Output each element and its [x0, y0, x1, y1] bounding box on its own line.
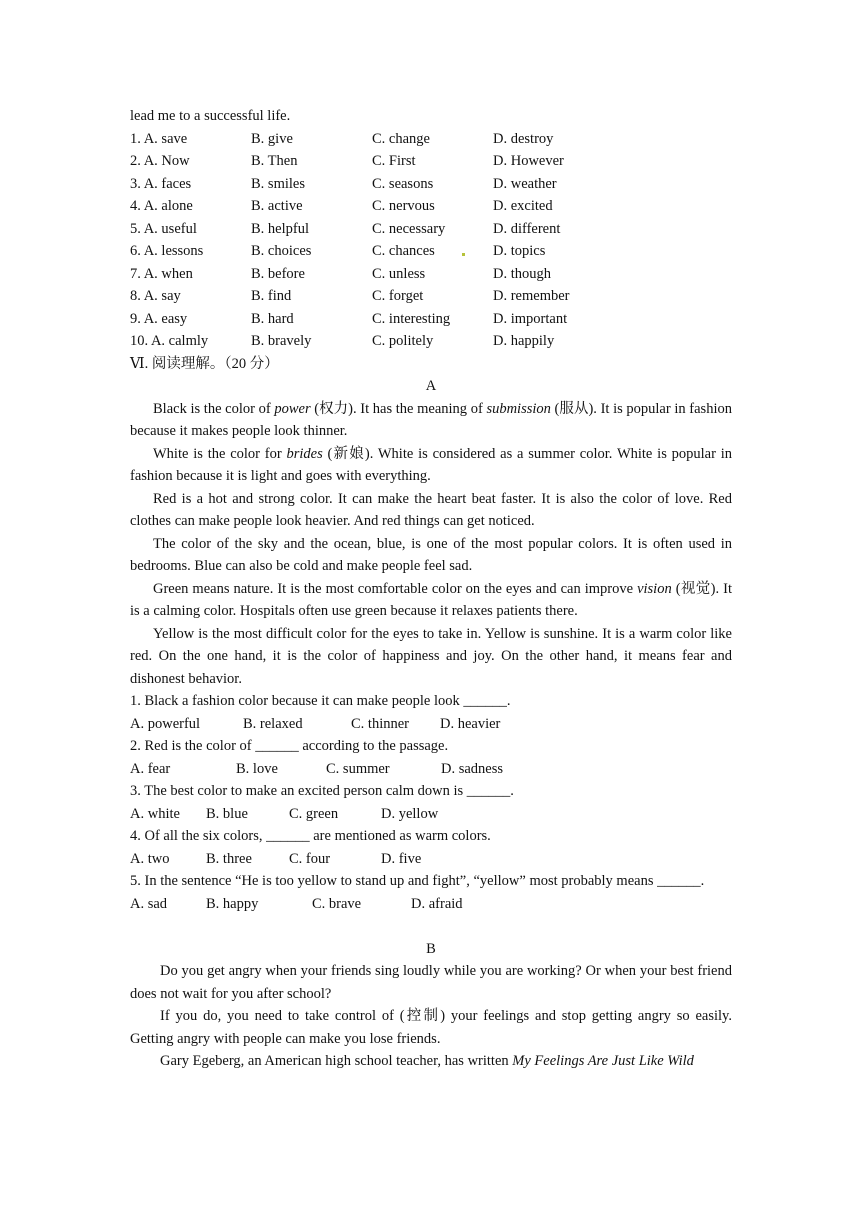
option-row [130, 308, 732, 331]
option: D. topics [493, 243, 546, 259]
passage-a-paragraph [130, 578, 732, 623]
question-block [130, 780, 732, 825]
option: A. fear [130, 760, 171, 777]
option: D. sadness [441, 760, 504, 777]
question-options [130, 848, 732, 871]
option: C. seasons [372, 175, 434, 192]
passage-b-paragraph: If you do, you need to take control of (控制) your feelings and stop getting angry so easily. Getting angry with people can make you lose friends. [130, 1008, 732, 1047]
option: B. three [206, 850, 252, 867]
option: C. politely [372, 333, 434, 349]
option: D. remember [493, 288, 570, 304]
option-row [130, 150, 732, 173]
question-text: 1. Black a fashion color because it can make people look ______. [130, 693, 511, 709]
option: A. two [130, 850, 170, 867]
option: D. important [493, 310, 568, 327]
option: C. thinner [351, 715, 409, 732]
option: B. happy [206, 895, 259, 912]
question-options [130, 803, 732, 826]
italic-term: brides [286, 445, 323, 462]
option: A. powerful [130, 715, 201, 732]
option-row [130, 330, 732, 353]
text: (服从). It is popular in fashion because it makes people look thinner. [130, 400, 732, 439]
option: 7. A. when [130, 265, 193, 282]
option: D. yellow [381, 805, 439, 822]
option: C. nervous [372, 198, 435, 214]
option-row [130, 218, 732, 241]
option: B. love [236, 760, 278, 777]
passage-b-paragraph: Do you get angry when your friends sing loudly while you are working? Or when your best friend does not wait for you after school? [130, 963, 732, 1002]
passage-a-paragraph [130, 443, 732, 488]
option: D. However [493, 153, 564, 169]
passage-b-label: B [426, 940, 436, 957]
question-block [130, 735, 732, 780]
option: C. unless [372, 265, 426, 282]
text: White is the color for [153, 445, 287, 462]
option: 4. A. alone [130, 198, 193, 214]
option-row [130, 285, 732, 308]
option: B. before [251, 265, 305, 282]
option: C. green [289, 805, 339, 822]
option: 10. A. calmly [130, 333, 209, 349]
option: D. happily [493, 333, 555, 349]
option: B. Then [251, 153, 298, 169]
question-options [130, 758, 732, 781]
option: D. weather [493, 175, 557, 192]
option: D. heavier [440, 715, 501, 732]
question-text: 5. In the sentence “He is too yellow to stand up and fight”, “yellow” most probably means ______. [130, 873, 705, 889]
option: C. summer [326, 760, 390, 777]
option: C. interesting [372, 310, 451, 327]
option-row [130, 240, 732, 263]
question-block [130, 690, 732, 735]
option: B. give [251, 130, 293, 147]
option: C. First [372, 153, 416, 169]
intro-line: lead me to a successful life. [130, 108, 291, 124]
question-block [130, 870, 732, 915]
option: D. though [493, 265, 551, 282]
spacer [130, 915, 732, 938]
option: 3. A. faces [130, 175, 192, 192]
option: B. active [251, 198, 303, 214]
option: 8. A. say [130, 288, 181, 304]
question-block [130, 825, 732, 870]
option: B. relaxed [243, 715, 303, 732]
italic-term: power [274, 400, 311, 417]
italic-term: My Feelings Are Just Like Wild [512, 1053, 694, 1069]
option: B. hard [251, 310, 294, 327]
option: A. sad [130, 895, 168, 912]
passage-a-paragraph: Red is a hot and strong color. It can make the heart beat faster. It is also the color of love. Red clothes can make people look heavier. And red things can get noticed. [130, 490, 732, 529]
question-options [130, 893, 732, 916]
option: C. change [372, 130, 430, 147]
option: 5. A. useful [130, 220, 197, 237]
passage-a-label: A [425, 378, 437, 394]
option: D. different [493, 220, 561, 237]
text: Gary Egeberg, an American high school teacher, has written [160, 1053, 513, 1069]
passage-a-paragraph: The color of the sky and the ocean, blue, is one of the most popular colors. It is often used in bedrooms. Blue can also be cold and make people feel sad. [130, 535, 732, 574]
option: B. blue [206, 805, 248, 822]
text: Green means nature. It is the most comfortable color on the eyes and can improve [153, 580, 638, 597]
option: 1. A. save [130, 130, 188, 147]
option: D. five [381, 850, 422, 867]
question-text: 3. The best color to make an excited person calm down is ______. [130, 783, 514, 799]
passage-a-paragraph: Yellow is the most difficult color for the eyes to take in. Yellow is sunshine. It is a warm color like red. On the one hand, it is the color of happiness and joy. On the other hand, it means fear and dishonest behavior. [130, 625, 732, 687]
option: B. find [251, 288, 292, 304]
option: B. bravely [251, 333, 312, 349]
passage-b-paragraph [130, 1050, 732, 1073]
option: C. brave [312, 895, 362, 912]
option: D. destroy [493, 130, 554, 147]
question-text: 2. Red is the color of ______ according to the passage. [130, 738, 449, 754]
question-options [130, 713, 732, 736]
option: D. excited [493, 198, 553, 214]
option: C. four [289, 850, 331, 867]
text: (视觉). It is a calming color. Hospitals often use green because it relaxes patients there. [130, 580, 732, 619]
question-text: 4. Of all the six colors, ______ are mentioned as warm colors. [130, 828, 491, 844]
option-row [130, 195, 732, 218]
option-row [130, 128, 732, 151]
option-row [130, 263, 732, 286]
text: (新娘). White is considered as a summer color. White is popular in fashion because it is light and goes with everything. [130, 445, 733, 484]
italic-term: vision [637, 580, 672, 597]
cloze-options [130, 128, 732, 353]
option: C. necessary [372, 220, 446, 237]
option: 2. A. Now [130, 153, 190, 169]
option: 6. A. lessons [130, 243, 204, 259]
document-page [130, 105, 732, 1073]
option-row [130, 173, 732, 196]
option: B. choices [251, 243, 312, 259]
section-title: Ⅵ. 阅读理解。（20 分） [130, 355, 279, 372]
option: B. smiles [251, 175, 305, 192]
option: C. chances [372, 243, 435, 259]
option: A. white [130, 805, 180, 822]
text: Black is the color of [153, 400, 275, 417]
passage-a-paragraph [130, 398, 732, 443]
text: (权力). It has the meaning of [310, 400, 487, 417]
italic-term: submission [486, 400, 551, 417]
option: 9. A. easy [130, 310, 188, 327]
option: B. helpful [251, 220, 309, 237]
option: D. afraid [411, 895, 463, 912]
option: C. forget [372, 288, 424, 304]
